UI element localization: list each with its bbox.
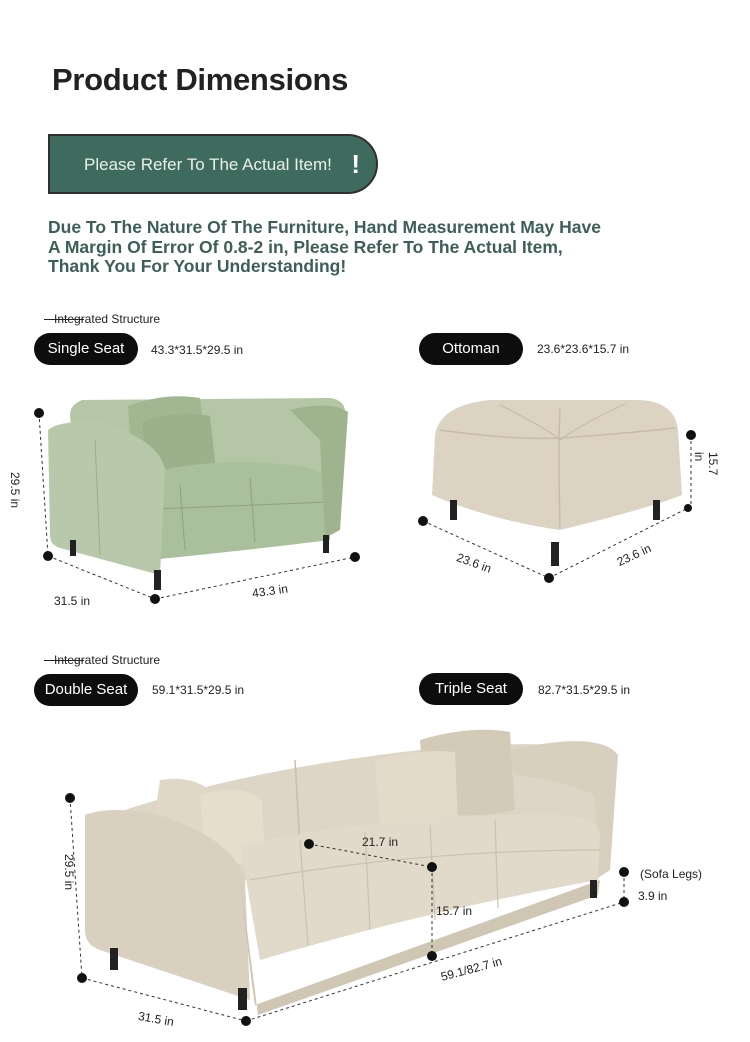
ottoman-leg [450,500,457,520]
dimension-dot [43,551,53,561]
dimension-dot [619,867,629,877]
sofa-leg [154,570,161,590]
dimension-dot [427,951,437,961]
single-seat-illustration [0,370,380,620]
seat-height-label: 15.7 in [436,904,473,918]
sofa-legs-label: (Sofa Legs) [640,867,703,881]
dimension-dot [544,573,554,583]
dimension-dot [150,594,160,604]
ottoman-width-label: 23.6 in [614,541,654,569]
dimension-dot [77,973,87,983]
single-height-label: 29.5 in [8,472,22,509]
dimension-dot [619,897,629,907]
sofa-leg [110,948,118,970]
double-seat-pill: Double Seat [34,674,138,706]
dimension-dot [418,516,428,526]
ottoman-size: 23.6*23.6*15.7 in [537,342,630,356]
triple-sofa-illustration [0,720,750,1042]
ottoman-body [432,400,682,530]
ottoman-leg [551,542,559,566]
sofa-leg [323,535,329,553]
single-seat-pill: Single Seat [34,333,138,365]
single-seat-size: 43.3*31.5*29.5 in [151,343,244,357]
sofa-leg [590,880,597,898]
dimension-dot [686,430,696,440]
single-depth-label: 31.5 in [54,594,91,608]
dimension-dot [34,408,44,418]
structure-label-top: Integrated Structure [44,312,160,326]
sofa-leg [70,540,76,556]
banner-text: Please Refer To The Actual Item! [84,155,332,174]
measurement-notice: Due To The Nature Of The Furniture, Hand Measurement May Have A Margin Of Error Of 0.8-2 in, Please Refer To The Actual Item, Thank You For Your Understanding! [48,217,601,276]
ottoman-leg [653,500,660,520]
seat-depth-label: 21.7 in [362,835,399,849]
sofa-height-label: 29.5 in [62,854,76,891]
left-arm [48,422,165,575]
sofa-leg [238,988,247,1010]
sofa-depth-label: 31.5 in [137,1008,175,1030]
sofa-seat [240,815,600,960]
notice-banner [48,134,378,194]
dimension-dot [304,839,314,849]
structure-label-bottom: Integrated Structure [44,653,160,667]
single-width-label: 43.3 in [251,581,289,601]
page-title: Product Dimensions [52,62,349,97]
triple-seat-pill: Triple Seat [419,673,523,705]
dimension-dot [65,793,75,803]
ottoman-height-label: 15.7 in [692,452,720,476]
dimension-dot [350,552,360,562]
dimension-dot [241,1016,251,1026]
ottoman-depth-label: 23.6 in [454,550,494,576]
ottoman-pill: Ottoman [419,333,523,365]
exclamation-icon: ! [351,149,360,179]
sofa-legs-height: 3.9 in [638,889,668,903]
dimension-dot [684,504,692,512]
sofa-width-label: 59.1/82.7 in [439,954,504,984]
dimension-dot [427,862,437,872]
double-seat-size: 59.1*31.5*29.5 in [152,683,245,697]
triple-seat-size: 82.7*31.5*29.5 in [538,683,631,697]
